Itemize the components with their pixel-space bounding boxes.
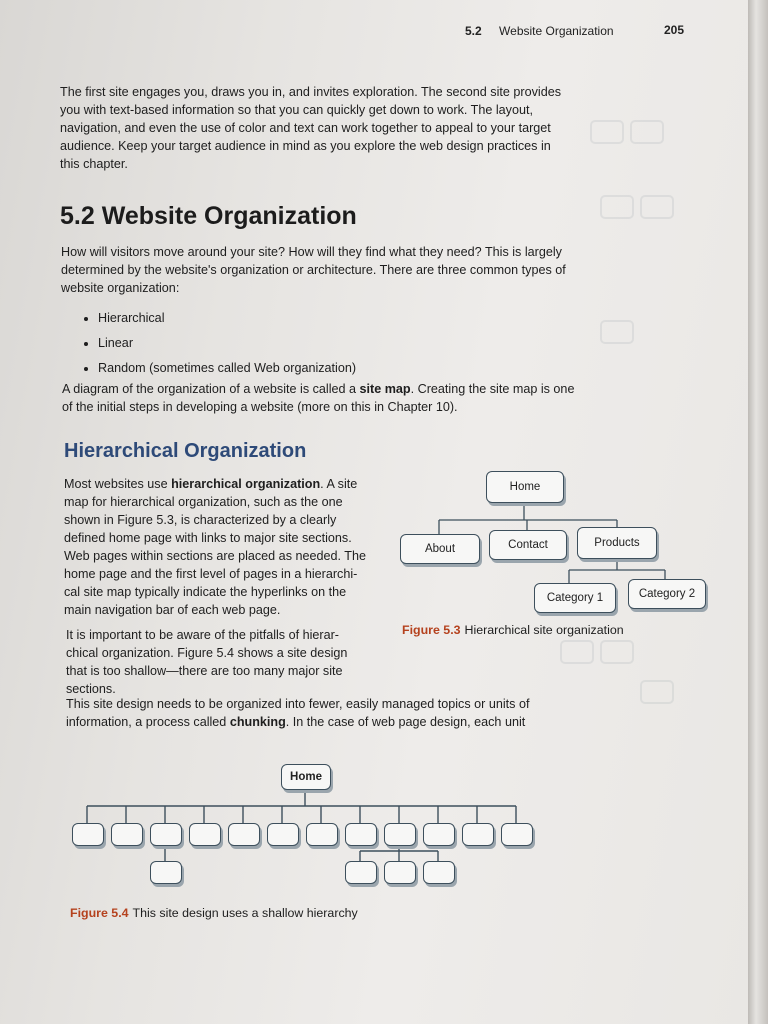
text-run: . Creating the site map is one	[410, 382, 575, 396]
fig54-home-node: Home	[281, 764, 331, 790]
figure-label: Figure 5.4	[70, 906, 129, 920]
list-item: • Linear	[98, 331, 356, 356]
fig54-first-level-node	[345, 823, 377, 846]
figure-caption-text: This site design uses a shallow hierarchy	[132, 906, 358, 920]
fig54-second-level-node	[384, 861, 416, 884]
intro-line: this chapter.	[60, 157, 128, 171]
fig54-first-level-node	[150, 823, 182, 846]
paragraph-line: Web pages within sections are placed as needed. The	[64, 549, 366, 563]
subsection-heading: Hierarchical Organization	[64, 440, 307, 462]
fig54-first-level-node	[423, 823, 455, 846]
intro-line: The first site engages you, draws you in, and invites exploration. The second site provides	[60, 85, 561, 99]
fig54-first-level-node	[228, 823, 260, 846]
list-item: • Random (sometimes called Web organization)	[98, 356, 356, 381]
section-heading: 5.2 Website Organization	[60, 202, 357, 230]
organization-intro-line: determined by the website's organization or architecture. There are three common types of	[61, 263, 566, 277]
site-map-line: of the initial steps in developing a website (more on this in Chapter 10).	[62, 400, 458, 414]
fig53-about-node: About	[400, 534, 480, 564]
fig54-first-level-node	[72, 823, 104, 846]
fig53-contact-node: Contact	[489, 530, 567, 560]
text-run: . In the case of web page design, each unit	[285, 715, 526, 729]
fig54-first-level-node	[267, 823, 299, 846]
organization-intro-line: How will visitors move around your site? How will they find what they need? This is largely	[61, 245, 562, 259]
intro-line: navigation, and even the use of color and text can work together to appeal to your target	[60, 121, 551, 135]
site-map-term: site map	[359, 382, 411, 396]
text-run: information, a process called	[66, 715, 230, 729]
paragraph-line: shown in Figure 5.3, is characterized by a clearly	[64, 513, 337, 527]
intro-line: you with text-based information so that you can quickly get down to work. The layout,	[60, 103, 533, 117]
fig54-first-level-node	[189, 823, 221, 846]
chunking-term: chunking	[229, 715, 286, 729]
fig54-second-level-node	[423, 861, 455, 884]
fig53-home-node: Home	[486, 471, 564, 503]
figure-5-4-caption	[70, 906, 358, 920]
book-page-edge	[748, 0, 768, 1024]
text-run: A diagram of the organization of a website is called a	[62, 382, 360, 396]
fig54-first-level-node	[306, 823, 338, 846]
fig54-first-level-node	[462, 823, 494, 846]
paragraph-line: sections.	[66, 682, 116, 696]
fig54-first-level-node	[384, 823, 416, 846]
paragraph-line: defined home page with links to major site sections.	[64, 531, 352, 545]
paragraph-line: It is important to be aware of the pitfalls of hierar-	[66, 628, 339, 642]
fig54-second-level-node	[150, 861, 182, 884]
list-item: • Hierarchical	[98, 306, 356, 331]
fig54-second-level-node	[345, 861, 377, 884]
intro-line: audience. Keep your target audience in mind as you explore the web design practices in	[60, 139, 551, 153]
text-run: . A site	[320, 477, 358, 491]
fig53-products-node: Products	[577, 527, 657, 559]
paragraph-line: cal site map typically indicate the hyperlinks on the	[64, 585, 347, 599]
paragraph-line: map for hierarchical organization, such as the one	[64, 495, 343, 509]
header-section-title: Website Organization	[499, 24, 614, 38]
paragraph-line: home page and the first level of pages in a hierarchi-	[64, 567, 358, 581]
paragraph-line: chical organization. Figure 5.4 shows a site design	[66, 646, 348, 660]
fig54-first-level-node	[501, 823, 533, 846]
fig53-category-2-node: Category 2	[628, 579, 706, 609]
paragraph-line: that is too shallow—there are too many major site	[66, 664, 343, 678]
fig54-first-level-node	[111, 823, 143, 846]
figure-label: Figure 5.3	[402, 623, 461, 637]
page-number: 205	[664, 23, 685, 37]
paragraph-line: main navigation bar of each web page.	[64, 603, 281, 617]
paragraph-line: This site design needs to be organized into fewer, easily managed topics or units of	[66, 697, 530, 711]
text-run: Most websites use	[64, 477, 172, 491]
fig53-category-1-node: Category 1	[534, 583, 616, 613]
figure-caption-text: Hierarchical site organization	[464, 623, 624, 637]
hierarchical-term: hierarchical organization	[171, 477, 321, 491]
organization-intro-line: website organization:	[61, 281, 180, 295]
header-section-number: 5.2	[465, 24, 482, 38]
